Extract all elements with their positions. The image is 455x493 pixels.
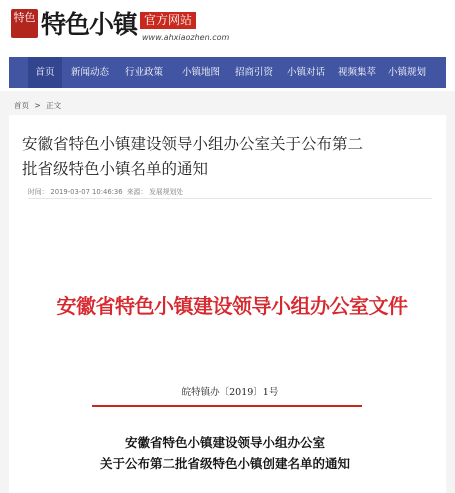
- meta-time-label: 时间：: [28, 188, 49, 196]
- breadcrumb-home-link[interactable]: 首页: [14, 101, 29, 110]
- document-title-line-2: 关于公布第二批省级特色小镇创建名单的通知: [99, 456, 350, 471]
- document-red-rule: [92, 405, 362, 407]
- meta-time: 2019-03-07 10:46:36: [50, 188, 123, 196]
- nav-item-planning[interactable]: 小镇规划: [387, 67, 426, 78]
- document-number: 皖特镇办〔2019〕1号: [181, 387, 279, 398]
- nav-item-dialogue[interactable]: 小镇对话: [286, 67, 325, 78]
- meta-source-label: 来源：: [126, 188, 148, 196]
- official-site-badge: 官方网站: [140, 12, 196, 29]
- site-url: www.ahxiaozhen.com: [142, 33, 230, 42]
- nav-item-news[interactable]: 新闻动态: [70, 67, 109, 78]
- article-title-line-1: 安徽省特色小镇建设领导小组办公室关于公布第二: [22, 135, 364, 153]
- nav-item-videos[interactable]: 视频集萃: [337, 67, 376, 78]
- document-title: [40, 432, 410, 474]
- nav-item-map[interactable]: 小镇地图: [181, 67, 220, 78]
- nav-item-home[interactable]: 首页: [28, 57, 62, 88]
- site-header: [0, 0, 455, 50]
- document-red-header: 安徽省特色小镇建设领导小组办公室文件: [56, 294, 408, 318]
- breadcrumb: [14, 100, 64, 111]
- meta-source: 发展规划处: [149, 188, 184, 196]
- breadcrumb-current: 正文: [46, 101, 62, 110]
- meta-divider: [28, 198, 432, 199]
- nav-item-policy[interactable]: 行业政策: [124, 67, 163, 78]
- article-title-line-2: 批省级特色小镇名单的通知: [22, 160, 209, 178]
- logo-seal-icon: 特色: [11, 9, 38, 38]
- document-title-line-1: 安徽省特色小镇建设领导小组办公室: [124, 435, 325, 450]
- main-nav: [9, 57, 446, 88]
- nav-item-investment[interactable]: 招商引资: [234, 67, 273, 78]
- article-title: [22, 132, 442, 182]
- breadcrumb-separator: >: [34, 101, 41, 110]
- site-logo-title[interactable]: 特色小镇: [41, 10, 138, 39]
- article-meta: [28, 186, 185, 196]
